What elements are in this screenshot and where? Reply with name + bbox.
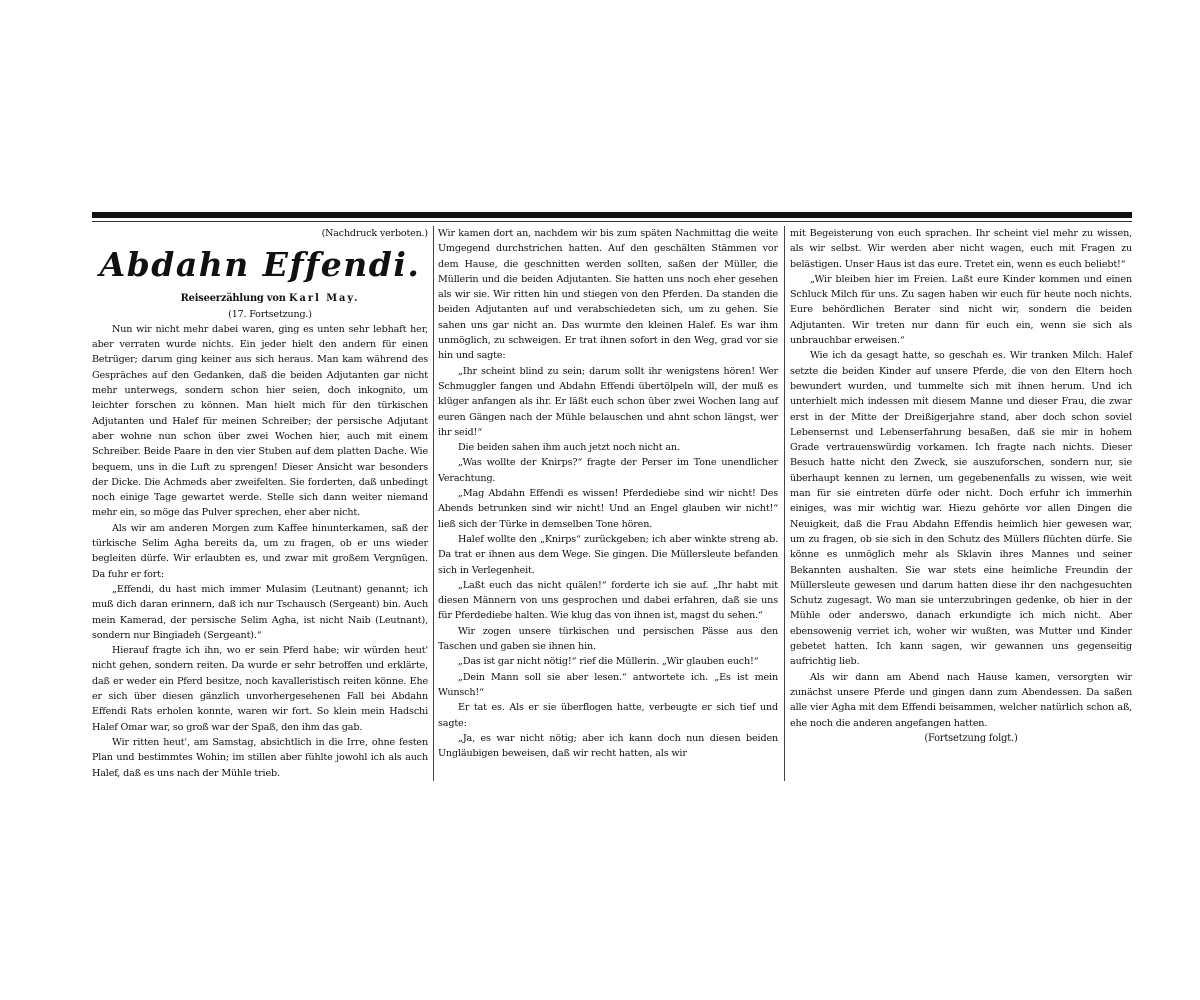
- column-divider-2: [784, 226, 785, 781]
- paragraph: „Ihr scheint blind zu sein; darum sollt ihr wenigstens hören! Wer Schmuggler fangen und Abdahn Effendi übertölpeln will, der muß es klüger anfangen als ihr. Er läßt euch schon über zwei Wochen lang auf euren Gängen nach der Mühle belauschen und ahnt schon längst, wer ihr seid!“: [438, 365, 778, 438]
- column-1: [92, 226, 428, 781]
- paragraph: „Mag Abdahn Effendi es wissen! Pferdediebe sind wir nicht! Des Abends betrunken sind wir nicht! Und an Engel glauben wir nicht!“ ließ sich der Türke in demselben Tone hören.: [438, 488, 778, 530]
- column-divider-1: [433, 226, 434, 781]
- article-subtitle: [92, 291, 428, 306]
- paragraph: „Dein Mann soll sie aber lesen.“ antwortete ich. „Es ist mein Wunsch!“: [438, 671, 778, 698]
- paragraph: Nun wir nicht mehr dabei waren, ging es unten sehr lebhaft her, aber verraten wurde nichts. Ein jeder hielt den andern für einen Betrüger; darum ging keiner aus sich heraus. Man kam während des Gespräches auf den Gedanken, daß die beiden Adjutanten gar nicht mehr unterwegs, sondern schon hier seien, doch inkognito, um leichter forschen zu können. Man hielt mich für den türkischen Adjutanten und Halef für meinen Schreiber; der persische Adjutant aber wohne nun schon über zwei Wochen hier, auch mit einem Schreiber. Beide Paare in den vier Stuben auf dem platten Dache. Wie bequem, uns in die Luft zu sprengen! Dieser Ansicht war besonders der Dicke. Die Achmeds aber zweifelten. Sie forderten, daß unbedingt noch einige Tage gewartet werde. Stelle sich dann weiter niemand mehr ein, so möge das Pulver sprechen, eher aber nicht.: [92, 323, 428, 519]
- continuation-note: (17. Fortsetzung.): [228, 308, 312, 320]
- to-be-continued: (Fortsetzung folgt.): [924, 732, 1018, 744]
- paragraph: Wie ich da gesagt hatte, so geschah es. Wir tranken Milch. Halef setzte die beiden Kinder auf unsere Pferde, die von den Eltern hoch bewundert wurden, und tummelte sich mit ihnen herum. Und ich unterhielt mich indessen mit diesem Manne und dieser Frau, die zwar erst in der Mitte der Dreißigerjahre stand, aber doch schon soviel Lebensernst und Lebenserfahrung besaßen, daß sie mir in hohem Grade vertrauenswürdig vorkamen. Ich fragte nach nichts. Dieser Besuch hatte nicht den Zweck, sie auszuforschen, sondern nur, sie überhaupt kennen zu lernen, um gegebenenfalls zu wissen, wie weit man für sie eintreten dürfe oder nicht. Doch erfuhr ich immerhin einiges, was mir wichtig war. Hiezu gehörte vor allen Dingen die Neuigkeit, daß die Frau Abdahn Effendis heimlich hier gewesen war, um zu fragen, ob sie sich in den Schutz des Müllers flüchten dürfe. Sie könne es unmöglich mehr als Sklavin ihres Mannes und seiner Bekannten aushalten. Sie war stets eine heimliche Freundin der Müllersleute gewesen und darum hatten diese ihr den nachgesuchten Schutz zugesagt. Wo man sie unterzubringen gedenke, ob hier in der Mühle oder anderswo, danach erkundigte ich mich nicht. Aber ebensowenig verriet ich, woher wir wußten, was Mutter und Kinder gebetet hatten. Ich kann sagen, wir gewannen uns gegenseitig aufrichtig lieb.: [790, 350, 1132, 668]
- header-rule-thin: [92, 221, 1132, 222]
- paragraph: „Effendi, du hast mich immer Mulasim (Leutnant) genannt; ich muß dich daran erinnern, daß ich nur Tschausch (Sergeant) bin. Auch mein Kamerad, der persische Selim Agha, ist nicht Naib (Leutnant), sondern nur Bingiadeh (Sergeant).“: [92, 583, 428, 641]
- column-2: [438, 226, 778, 761]
- paragraph: Halef wollte den „Knirps“ zurückgeben; ich aber winkte streng ab. Da trat er ihnen aus dem Wege. Sie gingen. Die Müllersleute befanden sich in Verlegenheit.: [438, 533, 778, 576]
- reprint-notice: (Nachdruck verboten.): [321, 228, 428, 239]
- paragraph: „Wir bleiben hier im Freien. Laßt eure Kinder kommen und einen Schluck Milch für uns. Zu sagen haben wir euch für heute noch nichts. Eure behördlichen Berater sind nicht wir, sondern die beiden Adjutanten. Wir treten nur dann für euch ein, wenn sie sich als unbrauchbar erweisen.“: [790, 273, 1132, 347]
- header-rule-thick: [92, 212, 1132, 218]
- author-name: Karl May.: [289, 293, 360, 305]
- paragraph: „Laßt euch das nicht quälen!“ forderte ich sie auf. „Ihr habt mit diesen Männern von uns gesprochen und dabei erfahren, daß sie uns für Pferdediebe halten. Wie klug das von ihnen ist, magst du sehen.“: [438, 579, 778, 622]
- paragraph: Die beiden sahen ihm auch jetzt noch nicht an.: [458, 442, 680, 454]
- paragraph: „Das ist gar nicht nötig!“ rief die Müllerin. „Wir glauben euch!“: [458, 656, 759, 668]
- subtitle-prefix: Reiseerzählung von: [180, 293, 286, 305]
- paragraph: Wir zogen unsere türkischen und persischen Pässe aus den Taschen und gaben sie ihnen hin.: [438, 625, 778, 653]
- column-3: [790, 226, 1132, 746]
- paragraph: „Ja, es war nicht nötig; aber ich kann doch nun diesen beiden Ungläubigen beweisen, daß wir recht hatten, als wir: [438, 732, 778, 760]
- paragraph: Als wir am anderen Morgen zum Kaffee hinunterkamen, saß der türkische Selim Agha bereits da, um zu fragen, ob er uns wieder begleiten dürfe. Wir erlaubten es, und zwar mit großem Vergnügen. Da fuhr er fort:: [92, 522, 428, 580]
- paragraph: Wir kamen dort an, nachdem wir bis zum späten Nachmittag die weite Umgegend durchstrichen hatten. Auf den geschälten Stämmen vor dem Hause, die geschnitten werden sollten, saßen der Müller, die Müllerin und die beiden Adjutanten. Sie hatten uns noch eher gesehen als wir sie. Wir ritten hin und stiegen von den Pferden. Da standen die beiden Adjutanten auf und verabschiedeten sich, um zu gehen. Sie sahen uns gar nicht an. Das wurmte den kleinen Halef. Es war ihm unmöglich, zu schweigen. Er trat ihnen sofort in den Weg, grad vor sie hin und sagte:: [438, 228, 778, 362]
- paragraph: Hierauf fragte ich ihn, wo er sein Pferd habe; wir würden heut' nicht gehen, sondern reiten. Da wurde er sehr betroffen und erklärte, daß er weder ein Pferd besitze, noch kavalleristisch reiten könne. Ehe er sich über diesen gänzlich unvorhergesehenen Fall bei Abdahn Effendi Rats erholen konnte, waren wir fort. So klein mein Hadschi Halef Omar war, so groß war der Spaß, den ihm das gab.: [92, 645, 428, 733]
- paragraph: Wir ritten heut', am Samstag, absichtlich in die Irre, ohne festen Plan und bestimmtes Wohin; im stillen aber fühlte jowohl ich als auch Halef, daß es uns nach der Mühle trieb.: [92, 736, 428, 779]
- paragraph: „Was wollte der Knirps?“ fragte der Perser im Tone unendlicher Verachtung.: [438, 457, 778, 484]
- paragraph: mit Begeisterung von euch sprachen. Ihr scheint viel mehr zu wissen, als wir selbst. Wir werden aber nicht wagen, euch mit Fragen zu belästigen. Unser Haus ist das eure. Tretet ein, wenn es euch beliebt!“: [790, 228, 1132, 270]
- paragraph: Als wir dann am Abend nach Hause kamen, versorgten wir zunächst unsere Pferde und gingen dann zum Abendessen. Da saßen alle vier Agha mit dem Effendi beisammen, welcher natürlich schon aß, ehe noch die anderen angefangen hatten.: [790, 671, 1132, 729]
- article-title: Abdahn Effendi.: [99, 245, 421, 285]
- paragraph: Er tat es. Als er sie überflogen hatte, verbeugte er sich tief und sagte:: [438, 702, 778, 729]
